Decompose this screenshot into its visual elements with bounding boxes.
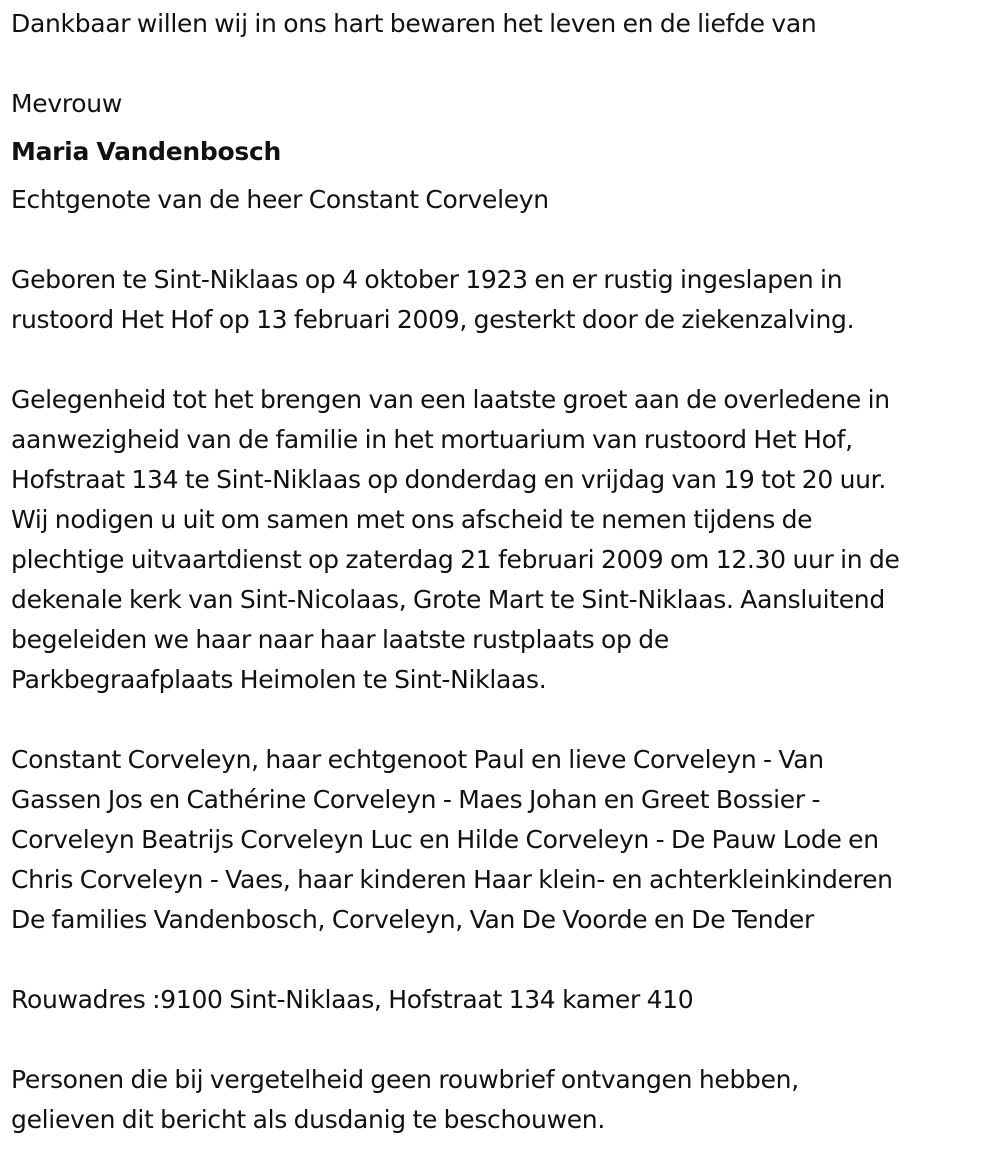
text-line: Personen die bij vergetelheid geen rouwbrief ontvangen hebben, (11, 1065, 799, 1094)
spacer (11, 172, 996, 180)
spacer (11, 940, 996, 980)
text-line: De families Vandenbosch, Corveleyn, Van De Voorde en De Tender (11, 905, 814, 934)
deceased-name: Maria Vandenbosch (11, 137, 281, 166)
family-paragraph (11, 740, 996, 940)
spacer (11, 124, 996, 132)
spacer (11, 220, 996, 260)
text-line: Gelegenheid tot het brengen van een laatste groet aan de overledene in (11, 385, 890, 414)
obituary-notice (11, 4, 996, 1140)
text-line: Parkbegraafplaats Heimolen te Sint-Niklaas. (11, 665, 547, 694)
mourning-address: Rouwadres :9100 Sint-Niklaas, Hofstraat 134 kamer 410 (11, 985, 694, 1014)
intro-text: Dankbaar willen wij in ons hart bewaren het leven en de liefde van (11, 9, 817, 38)
text-line: Hofstraat 134 te Sint-Niklaas op donderdag en vrijdag van 19 tot 20 uur. (11, 465, 886, 494)
text-line: begeleiden we haar naar haar laatste rustplaats op de (11, 625, 669, 654)
spacer (11, 340, 996, 380)
text-line: Constant Corveleyn, haar echtgenoot Paul en lieve Corveleyn - Van (11, 745, 824, 774)
text-line: Wij nodigen u uit om samen met ons afscheid te nemen tijdens de (11, 505, 813, 534)
birth-death-paragraph (11, 260, 996, 340)
ceremony-paragraph (11, 380, 996, 700)
text-line: Corveleyn Beatrijs Corveleyn Luc en Hilde Corveleyn - De Pauw Lode en (11, 825, 879, 854)
text-line: gelieven dit bericht als dusdanig te beschouwen. (11, 1105, 605, 1134)
closing-paragraph (11, 1060, 996, 1140)
spacer (11, 700, 996, 740)
text-line: dekenale kerk van Sint-Nicolaas, Grote Mart te Sint-Niklaas. Aansluitend (11, 585, 885, 614)
text-line: plechtige uitvaartdienst op zaterdag 21 februari 2009 om 12.30 uur in de (11, 545, 900, 574)
text-line: Geboren te Sint-Niklaas op 4 oktober 1923 en er rustig ingeslapen in (11, 265, 843, 294)
spacer (11, 1020, 996, 1060)
text-line: aanwezigheid van de familie in het mortuarium van rustoord Het Hof, (11, 425, 853, 454)
salutation: Mevrouw (11, 89, 122, 118)
text-line: Gassen Jos en Cathérine Corveleyn - Maes Johan en Greet Bossier - (11, 785, 821, 814)
text-line: Chris Corveleyn - Vaes, haar kinderen Haar klein- en achterkleinkinderen (11, 865, 893, 894)
spouse-line: Echtgenote van de heer Constant Corveleyn (11, 185, 549, 214)
spacer (11, 44, 996, 84)
text-line: rustoord Het Hof op 13 februari 2009, gesterkt door de ziekenzalving. (11, 305, 855, 334)
